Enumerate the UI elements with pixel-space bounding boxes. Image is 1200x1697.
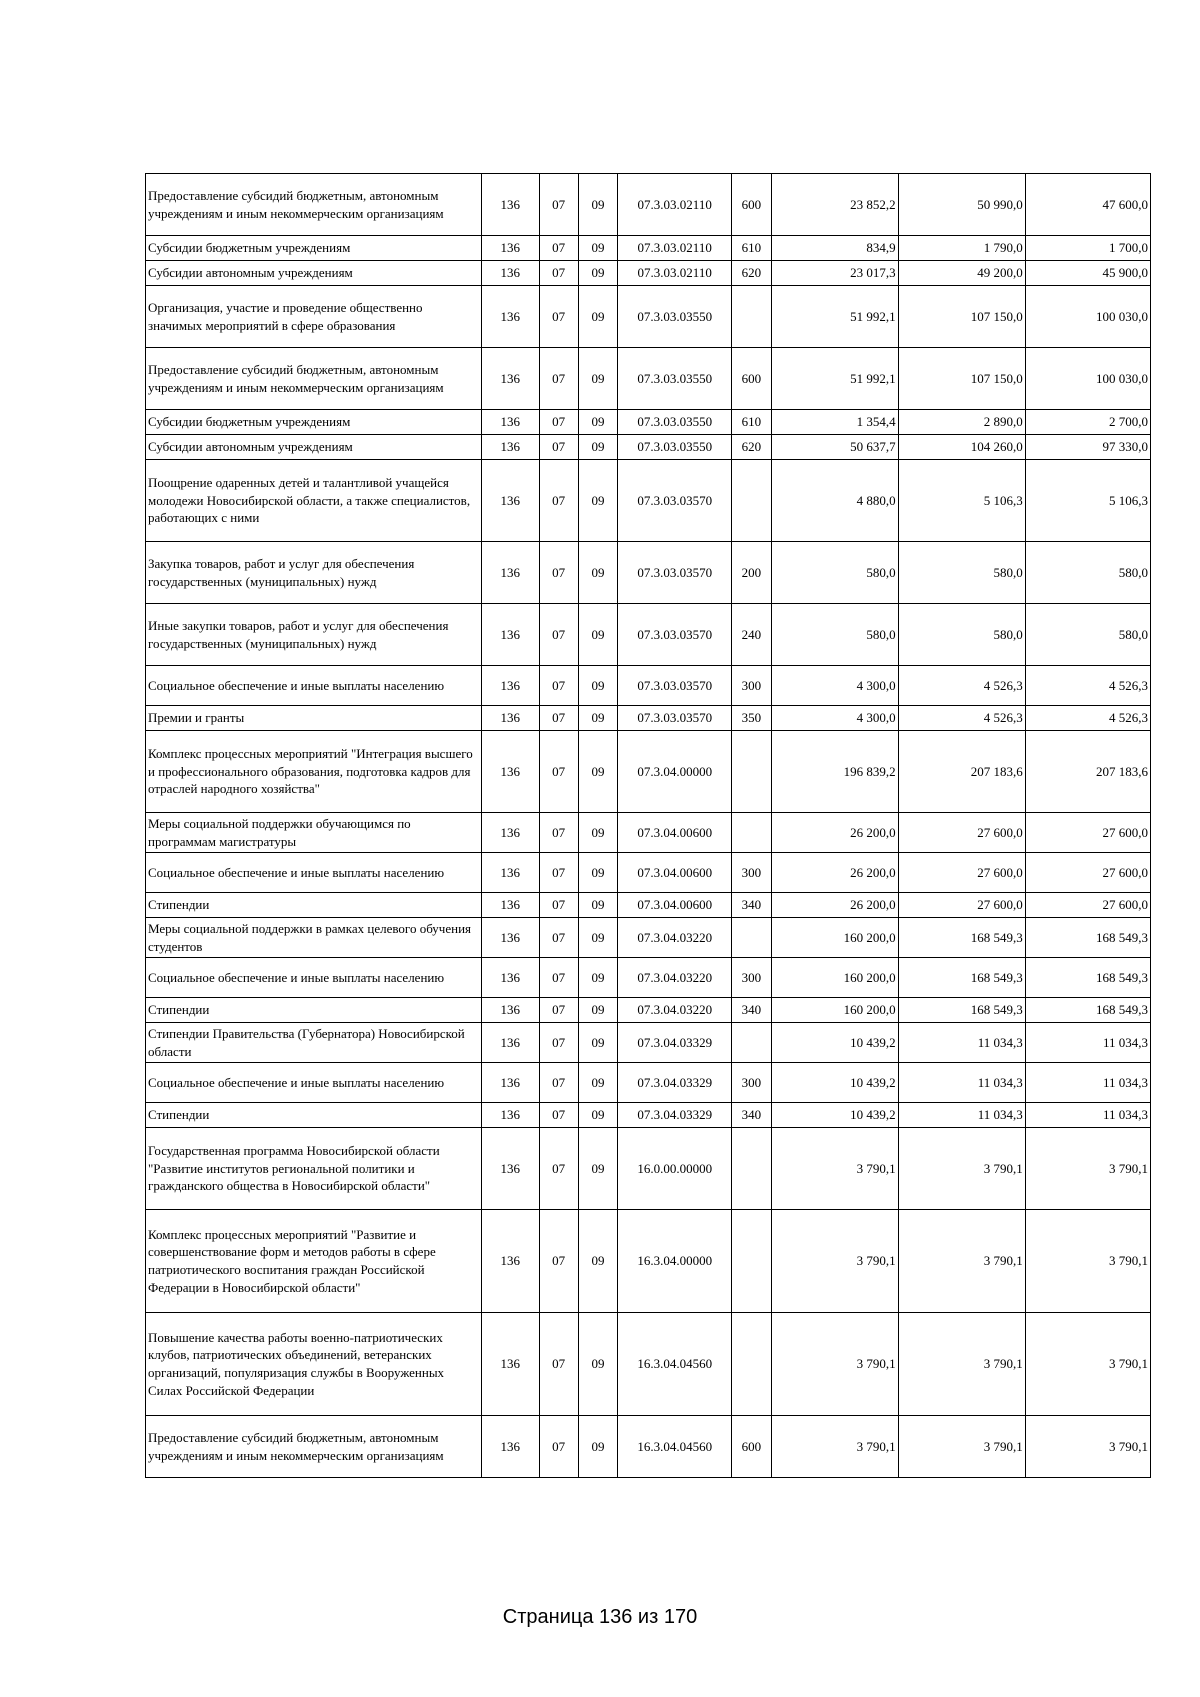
cell-name: Предоставление субсидий бюджетным, автономным учреждениям и иным некоммерческим организациям [146, 1416, 482, 1478]
cell-rz: 07 [539, 813, 578, 853]
cell-vr: 340 [732, 998, 771, 1023]
cell-rz: 07 [539, 731, 578, 813]
cell-amount-1: 4 300,0 [771, 706, 898, 731]
table-row [146, 410, 1151, 435]
cell-rz: 07 [539, 1313, 578, 1416]
cell-name: Иные закупки товаров, работ и услуг для обеспечения государственных (муниципальных) нужд [146, 604, 482, 666]
cell-amount-3: 27 600,0 [1025, 893, 1150, 918]
table-row [146, 998, 1151, 1023]
cell-amount-2: 104 260,0 [898, 435, 1025, 460]
cell-name: Социальное обеспечение и иные выплаты населению [146, 1063, 482, 1103]
cell-csr: 07.3.03.03550 [618, 286, 732, 348]
table-row [146, 1103, 1151, 1128]
cell-amount-1: 10 439,2 [771, 1063, 898, 1103]
cell-amount-2: 11 034,3 [898, 1103, 1025, 1128]
table-row [146, 1063, 1151, 1103]
table-body [146, 174, 1151, 1478]
cell-ved: 136 [482, 998, 540, 1023]
table-row [146, 604, 1151, 666]
cell-rz: 07 [539, 236, 578, 261]
cell-csr: 07.3.03.03550 [618, 435, 732, 460]
page-footer [0, 1606, 1200, 1629]
table-row [146, 666, 1151, 706]
cell-amount-1: 3 790,1 [771, 1210, 898, 1313]
cell-ved: 136 [482, 236, 540, 261]
cell-pr: 09 [578, 958, 617, 998]
cell-amount-1: 50 637,7 [771, 435, 898, 460]
cell-ved: 136 [482, 261, 540, 286]
cell-pr: 09 [578, 1103, 617, 1128]
cell-name: Закупка товаров, работ и услуг для обеспечения государственных (муниципальных) нужд [146, 542, 482, 604]
cell-ved: 136 [482, 542, 540, 604]
cell-vr [732, 813, 771, 853]
cell-csr: 07.3.04.00000 [618, 731, 732, 813]
cell-ved: 136 [482, 853, 540, 893]
cell-amount-1: 580,0 [771, 604, 898, 666]
cell-name: Государственная программа Новосибирской области "Развитие институтов региональной политики и гражданского общества в Новосибирской области" [146, 1128, 482, 1210]
cell-name: Стипендии [146, 893, 482, 918]
cell-csr: 07.3.03.02110 [618, 261, 732, 286]
cell-pr: 09 [578, 1128, 617, 1210]
cell-amount-1: 51 992,1 [771, 286, 898, 348]
cell-pr: 09 [578, 460, 617, 542]
table-row [146, 813, 1151, 853]
cell-amount-3: 168 549,3 [1025, 958, 1150, 998]
cell-name: Социальное обеспечение и иные выплаты населению [146, 666, 482, 706]
cell-csr: 07.3.04.03329 [618, 1103, 732, 1128]
cell-amount-3: 11 034,3 [1025, 1103, 1150, 1128]
cell-amount-2: 11 034,3 [898, 1063, 1025, 1103]
cell-vr [732, 731, 771, 813]
cell-vr: 610 [732, 236, 771, 261]
cell-rz: 07 [539, 542, 578, 604]
cell-pr: 09 [578, 1023, 617, 1063]
cell-amount-1: 26 200,0 [771, 893, 898, 918]
cell-name: Стипендии [146, 1103, 482, 1128]
cell-vr [732, 460, 771, 542]
cell-pr: 09 [578, 1313, 617, 1416]
cell-rz: 07 [539, 1210, 578, 1313]
cell-ved: 136 [482, 1210, 540, 1313]
cell-vr: 350 [732, 706, 771, 731]
cell-vr [732, 286, 771, 348]
cell-vr [732, 918, 771, 958]
cell-ved: 136 [482, 410, 540, 435]
cell-rz: 07 [539, 958, 578, 998]
cell-amount-1: 3 790,1 [771, 1313, 898, 1416]
cell-amount-3: 11 034,3 [1025, 1023, 1150, 1063]
cell-rz: 07 [539, 1063, 578, 1103]
cell-amount-3: 3 790,1 [1025, 1128, 1150, 1210]
cell-rz: 07 [539, 460, 578, 542]
table-row [146, 893, 1151, 918]
cell-ved: 136 [482, 1416, 540, 1478]
cell-csr: 07.3.03.02110 [618, 236, 732, 261]
cell-csr: 16.3.04.04560 [618, 1416, 732, 1478]
cell-amount-3: 168 549,3 [1025, 918, 1150, 958]
cell-rz: 07 [539, 1416, 578, 1478]
cell-name: Меры социальной поддержки в рамках целевого обучения студентов [146, 918, 482, 958]
cell-vr: 340 [732, 893, 771, 918]
cell-amount-3: 3 790,1 [1025, 1210, 1150, 1313]
cell-amount-3: 11 034,3 [1025, 1063, 1150, 1103]
cell-amount-3: 27 600,0 [1025, 853, 1150, 893]
cell-pr: 09 [578, 1063, 617, 1103]
cell-pr: 09 [578, 261, 617, 286]
table-row [146, 1416, 1151, 1478]
cell-amount-2: 4 526,3 [898, 706, 1025, 731]
cell-amount-3: 5 106,3 [1025, 460, 1150, 542]
cell-amount-1: 160 200,0 [771, 918, 898, 958]
cell-rz: 07 [539, 435, 578, 460]
cell-pr: 09 [578, 706, 617, 731]
cell-ved: 136 [482, 460, 540, 542]
table-row [146, 853, 1151, 893]
cell-pr: 09 [578, 893, 617, 918]
cell-csr: 07.3.03.03570 [618, 460, 732, 542]
cell-amount-1: 580,0 [771, 542, 898, 604]
cell-ved: 136 [482, 918, 540, 958]
cell-ved: 136 [482, 1063, 540, 1103]
cell-vr: 600 [732, 174, 771, 236]
budget-table [145, 173, 1151, 1478]
cell-vr: 600 [732, 348, 771, 410]
cell-amount-3: 47 600,0 [1025, 174, 1150, 236]
table-row [146, 1023, 1151, 1063]
cell-amount-1: 26 200,0 [771, 853, 898, 893]
cell-amount-2: 27 600,0 [898, 813, 1025, 853]
table-row [146, 435, 1151, 460]
cell-amount-1: 1 354,4 [771, 410, 898, 435]
cell-csr: 07.3.03.02110 [618, 174, 732, 236]
cell-pr: 09 [578, 918, 617, 958]
cell-amount-2: 168 549,3 [898, 998, 1025, 1023]
cell-ved: 136 [482, 1103, 540, 1128]
table-row [146, 261, 1151, 286]
cell-name: Социальное обеспечение и иные выплаты населению [146, 853, 482, 893]
cell-csr: 07.3.04.00600 [618, 813, 732, 853]
cell-vr [732, 1128, 771, 1210]
cell-amount-2: 3 790,1 [898, 1313, 1025, 1416]
cell-pr: 09 [578, 853, 617, 893]
cell-rz: 07 [539, 1128, 578, 1210]
cell-csr: 07.3.04.03220 [618, 998, 732, 1023]
cell-amount-1: 23 852,2 [771, 174, 898, 236]
cell-csr: 07.3.03.03570 [618, 706, 732, 731]
table-row [146, 286, 1151, 348]
cell-csr: 07.3.04.03220 [618, 918, 732, 958]
cell-name: Меры социальной поддержки обучающимся по программам магистратуры [146, 813, 482, 853]
cell-rz: 07 [539, 348, 578, 410]
cell-name: Субсидии автономным учреждениям [146, 261, 482, 286]
cell-amount-2: 2 890,0 [898, 410, 1025, 435]
cell-amount-2: 49 200,0 [898, 261, 1025, 286]
cell-vr: 620 [732, 261, 771, 286]
cell-vr [732, 1210, 771, 1313]
table-row [146, 1128, 1151, 1210]
cell-amount-2: 580,0 [898, 542, 1025, 604]
cell-csr: 07.3.03.03550 [618, 348, 732, 410]
cell-pr: 09 [578, 348, 617, 410]
cell-amount-3: 2 700,0 [1025, 410, 1150, 435]
cell-rz: 07 [539, 410, 578, 435]
cell-csr: 16.0.00.00000 [618, 1128, 732, 1210]
cell-pr: 09 [578, 731, 617, 813]
table-row [146, 542, 1151, 604]
cell-name: Социальное обеспечение и иные выплаты населению [146, 958, 482, 998]
cell-pr: 09 [578, 604, 617, 666]
page-number-label: Страница 136 из 170 [502, 1606, 698, 1628]
cell-rz: 07 [539, 666, 578, 706]
cell-vr: 340 [732, 1103, 771, 1128]
cell-amount-2: 107 150,0 [898, 348, 1025, 410]
cell-pr: 09 [578, 542, 617, 604]
cell-vr: 200 [732, 542, 771, 604]
cell-amount-1: 26 200,0 [771, 813, 898, 853]
cell-amount-2: 1 790,0 [898, 236, 1025, 261]
cell-amount-1: 23 017,3 [771, 261, 898, 286]
cell-amount-2: 3 790,1 [898, 1210, 1025, 1313]
cell-vr: 300 [732, 1063, 771, 1103]
cell-rz: 07 [539, 286, 578, 348]
cell-name: Субсидии бюджетным учреждениям [146, 236, 482, 261]
cell-amount-2: 50 990,0 [898, 174, 1025, 236]
cell-csr: 07.3.03.03570 [618, 542, 732, 604]
cell-csr: 07.3.04.03220 [618, 958, 732, 998]
cell-vr [732, 1023, 771, 1063]
cell-pr: 09 [578, 174, 617, 236]
cell-amount-1: 10 439,2 [771, 1023, 898, 1063]
cell-amount-1: 160 200,0 [771, 958, 898, 998]
cell-pr: 09 [578, 666, 617, 706]
cell-amount-3: 4 526,3 [1025, 706, 1150, 731]
cell-vr: 610 [732, 410, 771, 435]
cell-amount-2: 168 549,3 [898, 958, 1025, 998]
cell-amount-3: 4 526,3 [1025, 666, 1150, 706]
cell-csr: 07.3.03.03550 [618, 410, 732, 435]
cell-amount-3: 45 900,0 [1025, 261, 1150, 286]
table-row [146, 731, 1151, 813]
cell-vr: 620 [732, 435, 771, 460]
cell-amount-1: 834,9 [771, 236, 898, 261]
table-row [146, 958, 1151, 998]
cell-amount-3: 100 030,0 [1025, 348, 1150, 410]
cell-rz: 07 [539, 1103, 578, 1128]
cell-amount-1: 4 880,0 [771, 460, 898, 542]
cell-rz: 07 [539, 706, 578, 731]
cell-pr: 09 [578, 813, 617, 853]
cell-amount-1: 4 300,0 [771, 666, 898, 706]
table-row [146, 174, 1151, 236]
cell-amount-3: 27 600,0 [1025, 813, 1150, 853]
cell-name: Поощрение одаренных детей и талантливой учащейся молодежи Новосибирской области, а также специалистов, работающих с ними [146, 460, 482, 542]
cell-amount-3: 207 183,6 [1025, 731, 1150, 813]
cell-csr: 16.3.04.04560 [618, 1313, 732, 1416]
cell-csr: 07.3.04.00600 [618, 893, 732, 918]
cell-name: Стипендии [146, 998, 482, 1023]
cell-amount-1: 51 992,1 [771, 348, 898, 410]
cell-amount-3: 580,0 [1025, 604, 1150, 666]
cell-vr: 300 [732, 853, 771, 893]
cell-ved: 136 [482, 174, 540, 236]
cell-ved: 136 [482, 706, 540, 731]
cell-amount-2: 3 790,1 [898, 1128, 1025, 1210]
cell-amount-2: 207 183,6 [898, 731, 1025, 813]
cell-amount-2: 3 790,1 [898, 1416, 1025, 1478]
cell-ved: 136 [482, 1023, 540, 1063]
cell-name: Комплекс процессных мероприятий "Развитие и совершенствование форм и методов работы в сфере патриотического воспитания граждан Российской Федерации в Новосибирской области" [146, 1210, 482, 1313]
cell-name: Повышение качества работы военно-патриотических клубов, патриотических объединений, ветеранских организаций, популяризация службы в Вооруженных Силах Российской Федерации [146, 1313, 482, 1416]
cell-ved: 136 [482, 604, 540, 666]
cell-csr: 07.3.03.03570 [618, 666, 732, 706]
cell-amount-1: 3 790,1 [771, 1416, 898, 1478]
table-row [146, 236, 1151, 261]
cell-vr: 600 [732, 1416, 771, 1478]
cell-pr: 09 [578, 286, 617, 348]
table-row [146, 706, 1151, 731]
cell-pr: 09 [578, 236, 617, 261]
cell-name: Предоставление субсидий бюджетным, автономным учреждениям и иным некоммерческим организациям [146, 174, 482, 236]
cell-rz: 07 [539, 174, 578, 236]
cell-amount-3: 168 549,3 [1025, 998, 1150, 1023]
cell-rz: 07 [539, 261, 578, 286]
cell-csr: 07.3.04.03329 [618, 1063, 732, 1103]
cell-pr: 09 [578, 998, 617, 1023]
table-row [146, 1313, 1151, 1416]
cell-ved: 136 [482, 813, 540, 853]
cell-name: Премии и гранты [146, 706, 482, 731]
cell-amount-2: 168 549,3 [898, 918, 1025, 958]
cell-amount-1: 160 200,0 [771, 998, 898, 1023]
cell-name: Стипендии Правительства (Губернатора) Новосибирской области [146, 1023, 482, 1063]
cell-name: Субсидии бюджетным учреждениям [146, 410, 482, 435]
cell-ved: 136 [482, 435, 540, 460]
cell-pr: 09 [578, 435, 617, 460]
cell-rz: 07 [539, 918, 578, 958]
cell-csr: 16.3.04.00000 [618, 1210, 732, 1313]
cell-amount-3: 97 330,0 [1025, 435, 1150, 460]
cell-vr: 300 [732, 666, 771, 706]
cell-ved: 136 [482, 348, 540, 410]
cell-ved: 136 [482, 731, 540, 813]
cell-vr [732, 1313, 771, 1416]
cell-pr: 09 [578, 1416, 617, 1478]
cell-amount-3: 100 030,0 [1025, 286, 1150, 348]
table-row [146, 348, 1151, 410]
table-row [146, 1210, 1151, 1313]
cell-ved: 136 [482, 286, 540, 348]
cell-amount-2: 107 150,0 [898, 286, 1025, 348]
cell-amount-3: 580,0 [1025, 542, 1150, 604]
cell-amount-3: 3 790,1 [1025, 1416, 1150, 1478]
cell-name: Организация, участие и проведение общественно значимых мероприятий в сфере образования [146, 286, 482, 348]
cell-csr: 07.3.03.03570 [618, 604, 732, 666]
cell-rz: 07 [539, 998, 578, 1023]
cell-amount-1: 10 439,2 [771, 1103, 898, 1128]
cell-vr: 240 [732, 604, 771, 666]
table-row [146, 918, 1151, 958]
cell-ved: 136 [482, 1313, 540, 1416]
cell-name: Предоставление субсидий бюджетным, автономным учреждениям и иным некоммерческим организациям [146, 348, 482, 410]
table-row [146, 460, 1151, 542]
cell-amount-2: 27 600,0 [898, 893, 1025, 918]
cell-csr: 07.3.04.03329 [618, 1023, 732, 1063]
cell-amount-2: 27 600,0 [898, 853, 1025, 893]
cell-amount-2: 11 034,3 [898, 1023, 1025, 1063]
cell-rz: 07 [539, 1023, 578, 1063]
cell-rz: 07 [539, 893, 578, 918]
cell-ved: 136 [482, 958, 540, 998]
cell-ved: 136 [482, 1128, 540, 1210]
cell-ved: 136 [482, 666, 540, 706]
cell-rz: 07 [539, 604, 578, 666]
cell-csr: 07.3.04.00600 [618, 853, 732, 893]
cell-amount-3: 1 700,0 [1025, 236, 1150, 261]
cell-pr: 09 [578, 1210, 617, 1313]
cell-vr: 300 [732, 958, 771, 998]
cell-name: Субсидии автономным учреждениям [146, 435, 482, 460]
cell-name: Комплекс процессных мероприятий "Интеграция высшего и профессионального образования, подготовка кадров для отраслей народного хозяйства" [146, 731, 482, 813]
cell-amount-1: 3 790,1 [771, 1128, 898, 1210]
cell-amount-1: 196 839,2 [771, 731, 898, 813]
cell-amount-3: 3 790,1 [1025, 1313, 1150, 1416]
cell-pr: 09 [578, 410, 617, 435]
cell-ved: 136 [482, 893, 540, 918]
cell-amount-2: 5 106,3 [898, 460, 1025, 542]
cell-rz: 07 [539, 853, 578, 893]
cell-amount-2: 4 526,3 [898, 666, 1025, 706]
cell-amount-2: 580,0 [898, 604, 1025, 666]
